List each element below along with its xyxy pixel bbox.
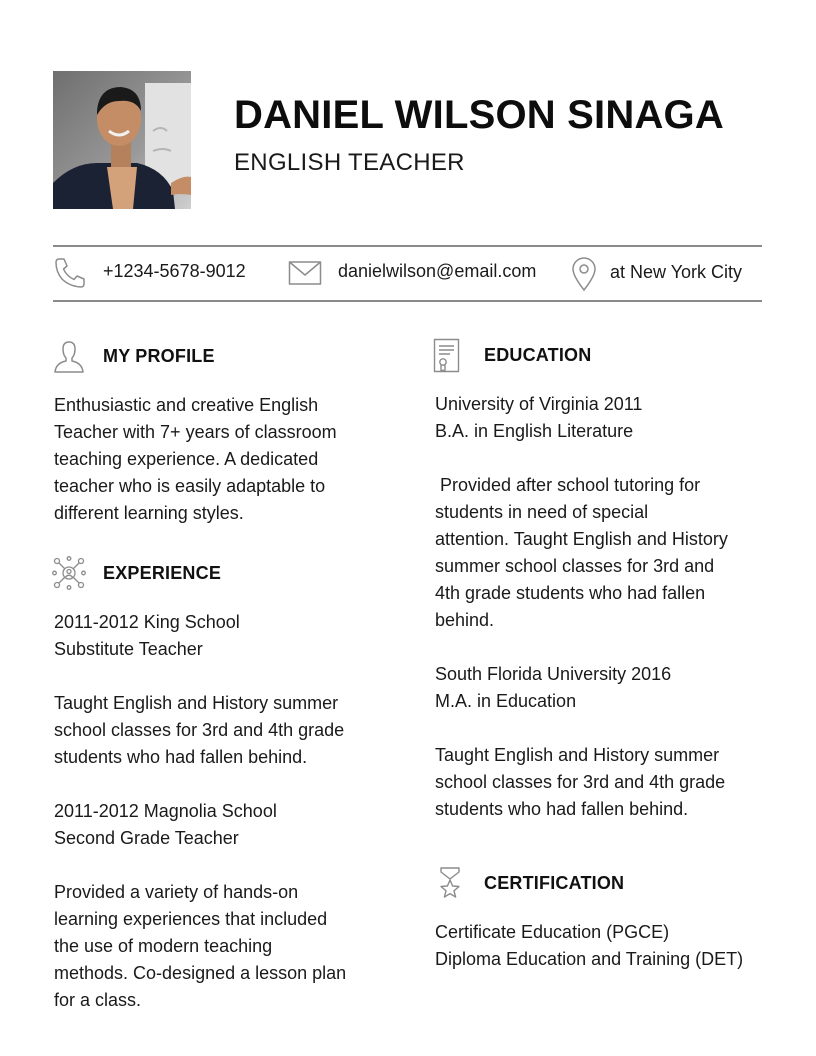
experience-desc-line: for a class. — [54, 990, 142, 1010]
experience-desc-line: methods. Co-designed a lesson plan — [54, 963, 347, 983]
profile-photo — [53, 71, 191, 209]
experience-desc-line: Provided a variety of hands-on — [54, 882, 299, 902]
education-school-year: University of Virginia 2011 — [435, 394, 643, 414]
experience-period-school: 2011-2012 Magnolia School — [54, 801, 277, 821]
education-desc-line: school classes for 3rd and 4th grade — [435, 772, 726, 792]
education-list — [435, 391, 728, 823]
education-desc-line: attention. Taught English and History — [435, 529, 728, 549]
education-desc-line: students who had fallen behind. — [435, 799, 689, 819]
profile-line: teacher who is easily adaptable to — [54, 476, 326, 496]
envelope-icon — [288, 260, 322, 286]
phone-icon — [53, 256, 87, 290]
profile-line: Enthusiastic and creative English — [54, 395, 319, 415]
section-title-education: EDUCATION — [484, 345, 592, 365]
certification-item: Certificate Education (PGCE) — [435, 922, 670, 942]
education-desc-line: students in need of special — [435, 502, 649, 522]
education-degree: M.A. in Education — [435, 691, 577, 711]
certification-item: Diploma Education and Training (DET) — [435, 949, 744, 969]
profile-summary — [54, 392, 337, 527]
experience-period-school: 2011-2012 King School — [54, 612, 240, 632]
contact-phone[interactable]: +1234-5678-9012 — [103, 261, 246, 281]
avatar — [53, 71, 191, 209]
education-desc-line: behind. — [435, 610, 495, 630]
profile-line: teaching experience. A dedicated — [54, 449, 319, 469]
experience-desc-line: the use of modern teaching — [54, 936, 273, 956]
contact-location: at New York City — [610, 262, 743, 282]
certificate-document-icon — [433, 338, 461, 374]
divider-top — [53, 245, 762, 247]
experience-desc-line: school classes for 3rd and 4th grade — [54, 720, 345, 740]
education-desc-line: Provided after school tutoring for — [435, 475, 701, 495]
section-title-certification: CERTIFICATION — [484, 873, 625, 893]
profile-line: Teacher with 7+ years of classroom — [54, 422, 337, 442]
education-desc-line: Taught English and History summer — [435, 745, 720, 765]
profile-line: different learning styles. — [54, 503, 244, 523]
contact-email[interactable]: danielwilson@email.com — [338, 261, 537, 281]
experience-position: Substitute Teacher — [54, 639, 203, 659]
map-pin-icon — [570, 256, 598, 292]
job-title: ENGLISH TEACHER — [234, 149, 465, 176]
education-desc-line: 4th grade students who had fallen — [435, 583, 706, 603]
divider-bottom — [53, 300, 762, 302]
user-icon — [53, 339, 85, 375]
experience-desc-line: Taught English and History summer — [54, 693, 339, 713]
education-degree: B.A. in English Literature — [435, 421, 634, 441]
network-icon — [52, 556, 86, 590]
certification-list — [435, 919, 743, 973]
experience-list — [54, 609, 346, 1014]
section-title-profile: MY PROFILE — [103, 346, 215, 366]
experience-desc-line: learning experiences that included — [54, 909, 328, 929]
section-title-experience: EXPERIENCE — [103, 563, 222, 583]
experience-position: Second Grade Teacher — [54, 828, 239, 848]
experience-desc-line: students who had fallen behind. — [54, 747, 308, 767]
award-icon — [437, 866, 463, 902]
education-desc-line: summer school classes for 3rd and — [435, 556, 715, 576]
education-school-year: South Florida University 2016 — [435, 664, 672, 684]
full-name: DANIEL WILSON SINAGA — [234, 93, 724, 137]
